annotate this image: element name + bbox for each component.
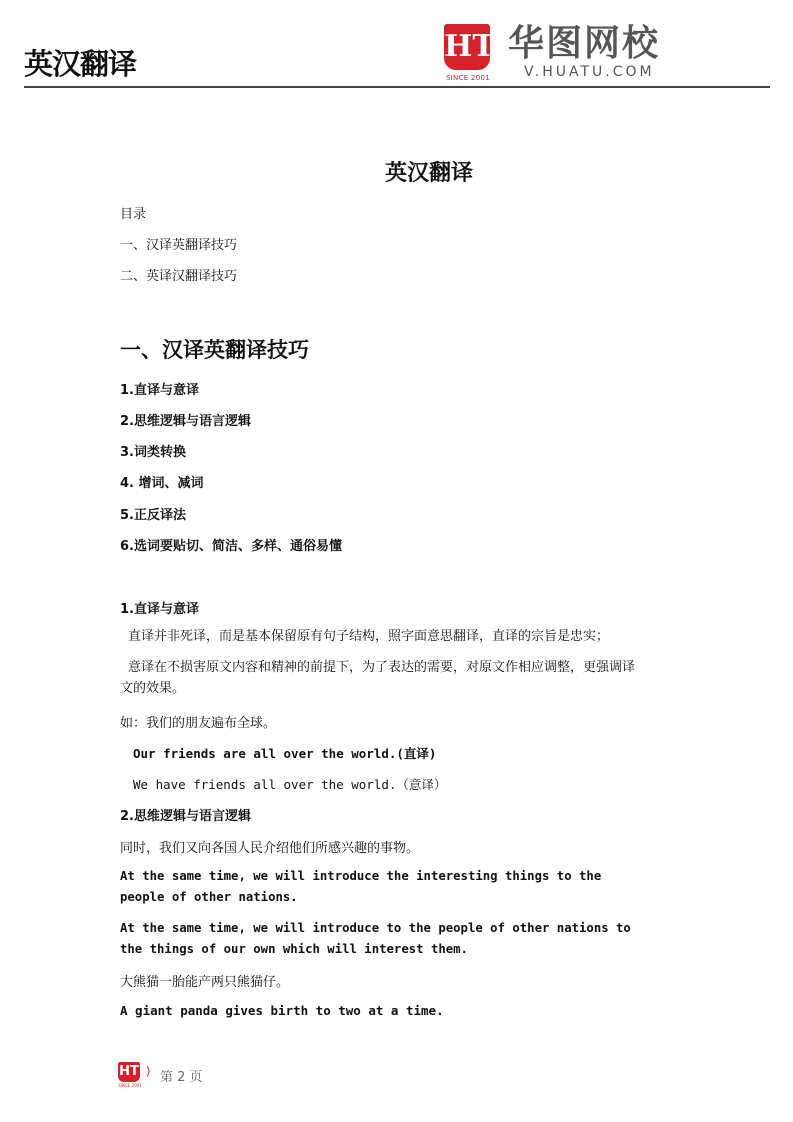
header-title: 英汉翻译	[24, 47, 137, 81]
footer-logo-icon: HT	[118, 1062, 140, 1082]
logo-brand-name: 华图网校	[508, 23, 661, 64]
header-divider	[24, 86, 770, 88]
logo-url: V.HUATU.COM	[524, 64, 655, 80]
example-chinese-2: 同时，我们又向各国人民介绍他们所感兴趣的事物。	[120, 841, 420, 856]
section-item-5: 5.正反译法	[120, 508, 186, 523]
toc-item-1[interactable]: 一、汉译英翻译技巧	[120, 238, 238, 253]
english-translation-2: At the same time, we will introduce to the people of other nations to the things of our own which will interest them.	[120, 921, 631, 956]
toc-label: 目录	[120, 207, 147, 222]
example-free: We have friends all over the world.（意译）	[133, 777, 447, 792]
paragraph-free-translation: 意译在不损害原文内容和精神的前提下，为了表达的需要，对原文作相应调整，更强调译文的效果。	[120, 660, 636, 696]
section-item-1: 1.直译与意译	[120, 383, 199, 398]
page-number: 第 2 页	[160, 1070, 203, 1085]
section-item-2: 2.思维逻辑与语言逻辑	[120, 414, 251, 429]
document-title: 英汉翻译	[384, 161, 473, 186]
example-chinese-3: 大熊猫一胎能产两只熊猫仔。	[120, 975, 290, 990]
huatu-shield-logo-icon: HT	[444, 24, 490, 70]
logo-since-text: SINCE 2001	[445, 74, 491, 82]
section-item-4: 4. 增词、减词	[120, 476, 204, 491]
example-chinese: 如：我们的朋友遍布全球。	[120, 716, 277, 731]
english-translation-3: A giant panda gives birth to two at a time.	[120, 1003, 444, 1018]
english-translation-1: At the same time, we will introduce the interesting things to the people of other nations.	[120, 869, 602, 904]
section-item-3: 3.词类转换	[120, 445, 186, 460]
footer-since-text: SINCE 2001	[118, 1083, 142, 1088]
footer-separator-icon: ⟩	[146, 1064, 151, 1078]
huatu-logo	[444, 24, 694, 86]
subsection-heading-2: 2.思维逻辑与语言逻辑	[120, 809, 251, 824]
paragraph-literal-translation: 直译并非死译，而是基本保留原有句子结构，照字面意思翻译，直译的宗旨是忠实；	[128, 629, 610, 644]
example-literal: Our friends are all over the world.(直译)	[133, 746, 437, 761]
section-heading: 一、汉译英翻译技巧	[120, 338, 309, 362]
toc-item-2[interactable]: 二、英译汉翻译技巧	[120, 269, 238, 284]
subsection-heading-1: 1.直译与意译	[120, 602, 199, 617]
section-item-6: 6.选词要贴切、简洁、多样、通俗易懂	[120, 539, 342, 554]
